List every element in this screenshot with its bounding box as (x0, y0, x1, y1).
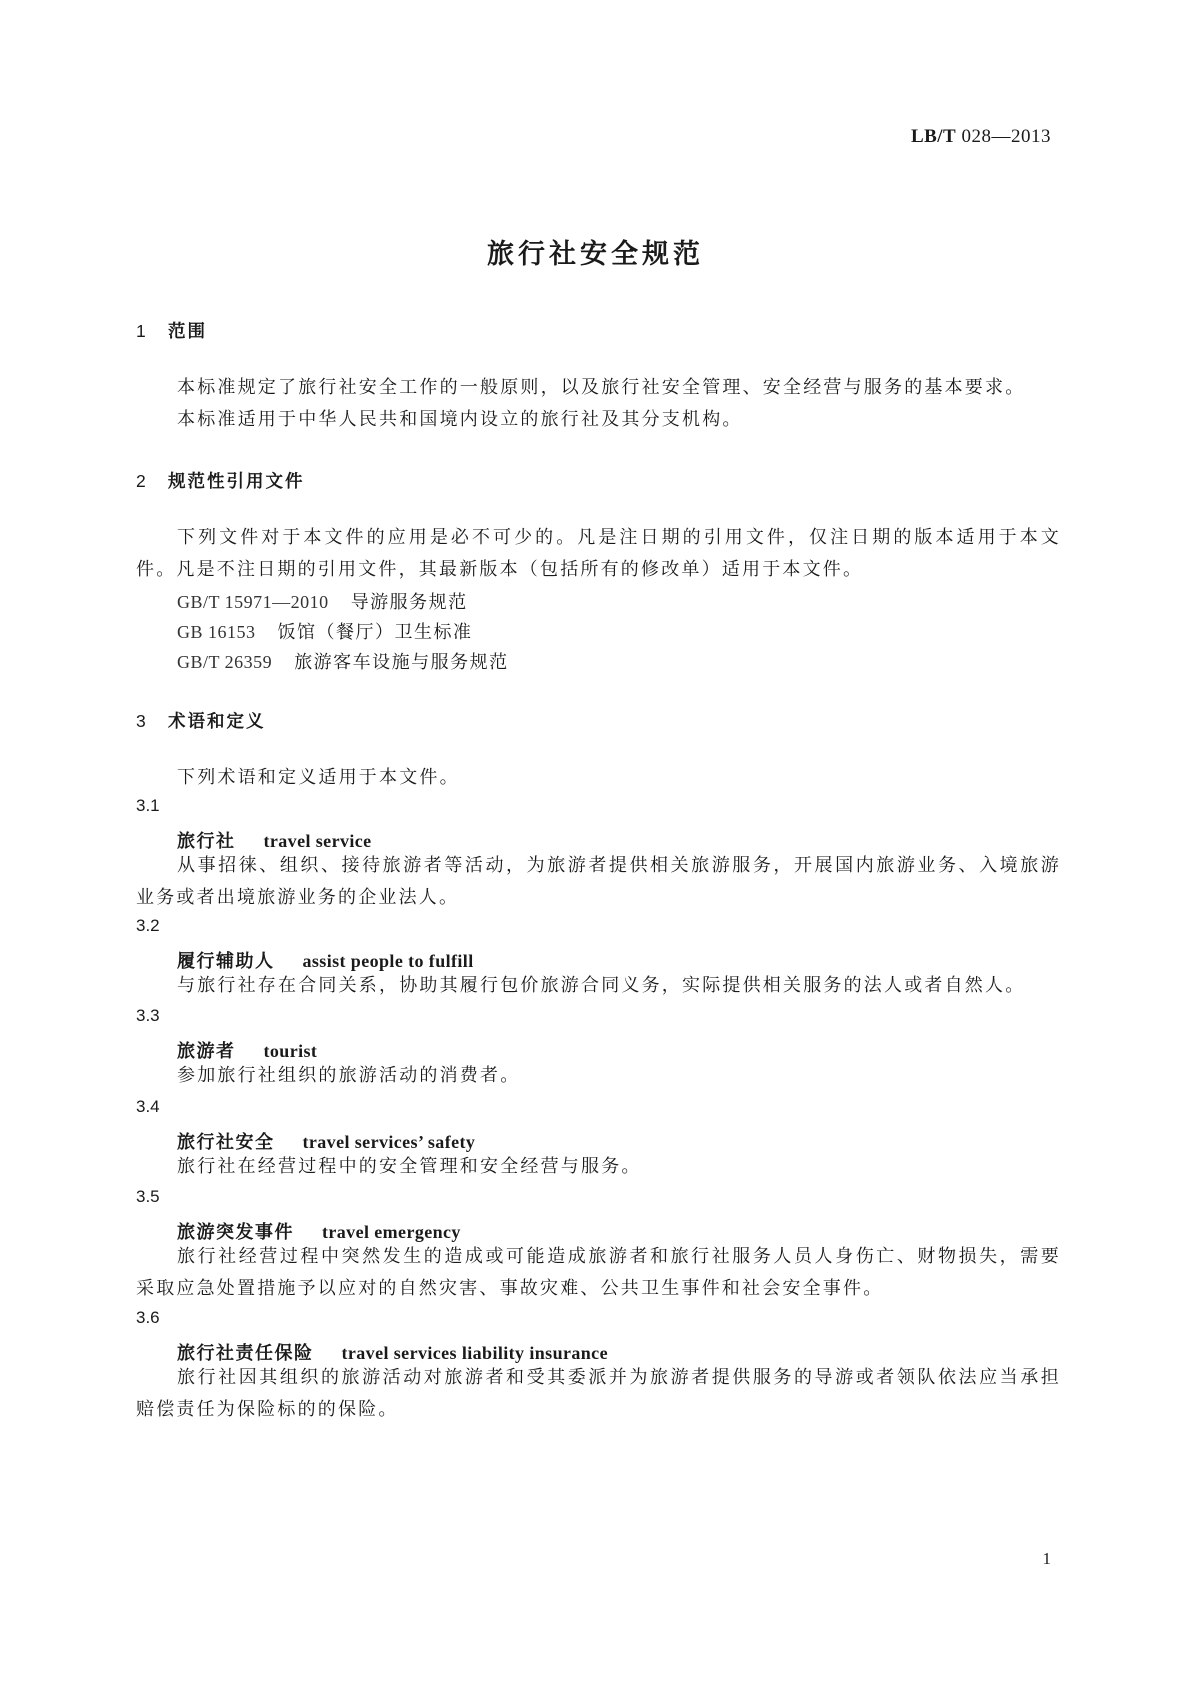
term-en: assist people to fulfill (302, 951, 474, 971)
term-definition: 从事招徕、组织、接待旅游者等活动，为旅游者提供相关旅游服务，开展国内旅游业务、入境旅游业务或者出境旅游业务的企业法人。 (136, 855, 1061, 908)
section-title: 规范性引用文件 (168, 472, 305, 492)
term-number: 3.4 (136, 1097, 160, 1116)
reference-title: 饭馆（餐厅）卫生标准 (277, 622, 473, 643)
page-number: 1 (1042, 1549, 1051, 1568)
section-heading-terms-definitions (136, 708, 266, 733)
term-number: 3.6 (136, 1308, 160, 1327)
term-en: tourist (263, 1041, 318, 1061)
paragraph: 本标准适用于中华人民共和国境内设立的旅行社及其分支机构。 (177, 409, 743, 430)
reference-item (177, 588, 468, 614)
term-definition: 与旅行社存在合同关系，协助其履行包价旅游合同义务，实际提供相关服务的法人或者自然人。 (177, 975, 1026, 996)
term-zh: 旅游突发事件 (177, 1222, 294, 1243)
term-zh: 履行辅助人 (177, 951, 275, 972)
standard-code-number: 028—2013 (961, 126, 1051, 147)
reference-code: GB 16153 (177, 622, 256, 642)
term-zh: 旅游者 (177, 1041, 236, 1062)
term-number: 3.1 (136, 796, 160, 815)
term-definition: 旅行社因其组织的旅游活动对旅游者和受其委派并为旅游者提供服务的导游或者领队依法应当承担赔偿责任为保险标的的保险。 (136, 1367, 1061, 1420)
paragraph: 本标准规定了旅行社安全工作的一般原则，以及旅行社安全管理、安全经营与服务的基本要求。 (177, 377, 1026, 398)
reference-code: GB/T 26359 (177, 652, 273, 672)
section-title: 范围 (168, 322, 207, 342)
standard-code (911, 126, 1051, 148)
term-definition: 参加旅行社组织的旅游活动的消费者。 (177, 1065, 521, 1086)
standard-code-prefix: LB/T (910, 126, 957, 147)
section-heading-normative-references (136, 468, 305, 493)
paragraph: 下列文件对于本文件的应用是必不可少的。凡是注日期的引用文件，仅注日期的版本适用于本文件。凡是不注日期的引用文件，其最新版本（包括所有的修改单）适用于本文件。 (136, 527, 1061, 580)
term-zh: 旅行社安全 (177, 1132, 275, 1153)
term-definition: 旅行社经营过程中突然发生的造成或可能造成旅游者和旅行社服务人员人身伤亡、财物损失，需要采取应急处置措施予以应对的自然灾害、事故灾难、公共卫生事件和社会安全事件。 (136, 1246, 1061, 1299)
section-number: 3 (136, 711, 148, 731)
reference-item (177, 618, 473, 644)
term-zh: 旅行社 (177, 831, 236, 852)
term-number: 3.3 (136, 1006, 160, 1025)
document-title: 旅行社安全规范 (487, 239, 704, 270)
term-number: 3.2 (136, 916, 160, 935)
section-heading-scope (136, 318, 207, 343)
term-en: travel emergency (322, 1222, 461, 1242)
section-number: 1 (136, 321, 148, 341)
term-en: travel services’ safety (302, 1132, 476, 1152)
term-definition: 旅行社在经营过程中的安全管理和安全经营与服务。 (177, 1156, 642, 1177)
term-en: travel service (263, 831, 372, 851)
reference-code: GB/T 15971—2010 (177, 592, 329, 612)
reference-title: 旅游客车设施与服务规范 (294, 652, 509, 673)
reference-title: 导游服务规范 (350, 592, 468, 613)
term-zh: 旅行社责任保险 (177, 1343, 314, 1364)
reference-item (177, 648, 509, 674)
paragraph: 下列术语和定义适用于本文件。 (177, 767, 460, 788)
term-number: 3.5 (136, 1187, 160, 1206)
section-title: 术语和定义 (168, 712, 266, 732)
term-en: travel services liability insurance (341, 1343, 608, 1363)
section-number: 2 (136, 471, 148, 491)
